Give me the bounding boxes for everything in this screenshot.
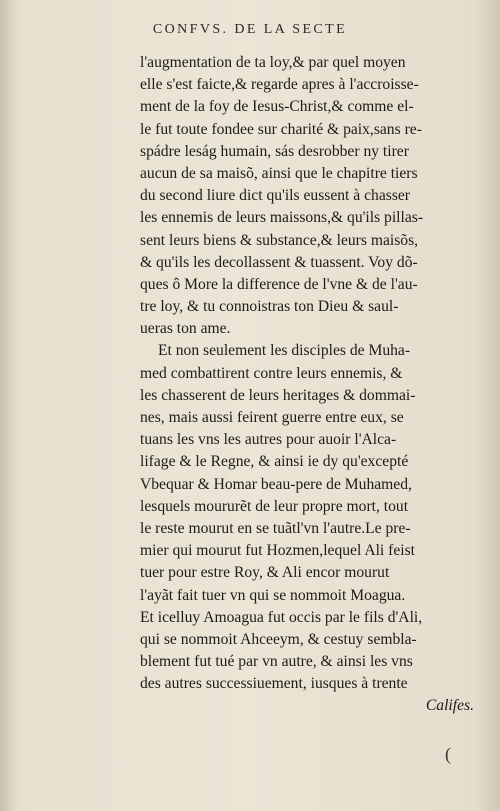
text-line: tuer pour estre Roy, & Ali encor mourut [140,564,390,582]
text-line: le reste mourut en se tuãtl'vn l'autre.Le pre- [140,519,411,537]
text-line: Vbequar & Homar beau-pere de Muhamed, [140,475,412,493]
text-line: les chasserent de leurs heritages & dommai- [140,386,416,404]
text-line: aucun de sa maisõ, ainsi que le chapitre tiers [140,164,418,182]
text-line: lifage & le Regne, & ainsi ie dy qu'excepté [140,453,409,471]
text-line: ueras ton ame. [140,320,231,338]
text-line: Et icelluy Amoagua fut occis par le fils d'Ali, [140,608,423,626]
text-line: du second liure dict qu'ils eussent à chasser [140,187,410,205]
text-line: qui se nommoit Ahceeym, & cestuy sembla- [140,630,417,648]
text-line: mier qui mourut fut Hozmen,lequel Ali feist [140,542,415,560]
text-line: le fut toute fondee sur charité & paix,sans re- [140,120,422,138]
text-line: lesquels moururẽt de leur propre mort, tout [140,497,409,515]
text-line: ment de la foy de Iesus-Christ,& comme el- [140,98,414,116]
catchword: Califes. [425,697,474,715]
text-line: tre loy, & tu connoistras ton Dieu & saul- [140,298,399,316]
text-line: blement fut tué par vn autre, & ainsi les vns [140,653,413,671]
running-head: CONFVS. DE LA SECTE [152,22,348,37]
text-line: spádre leság humain, sás desrobber ny tirer [140,142,409,160]
text-line: tuans les vns les autres pour auoir l'Alca- [140,431,397,449]
text-line: l'augmentation de ta loy,& par quel moyen [140,54,406,71]
text-line: ques ô More la difference de l'vne & de l'au- [140,275,418,293]
paragraph-start-line: Et non seulement les disciples de Muha- [158,342,411,360]
bottom-margin-mark: ( [445,744,451,764]
text-line: les ennemis de leurs maissons,& qu'ils pillas- [140,209,424,227]
text-line: l'ayãt fait tuer vn qui se nommoit Moagua. [140,586,406,604]
text-line: des autres successiuement, iusques à trente [140,675,408,693]
text-line: & qu'ils les decollassent & tuassent. Voy dõ- [140,253,418,271]
text-line: med combattirent contre leurs ennemis, & [140,364,403,382]
text-line: nes, mais aussi feirent guerre entre eux, se [140,409,404,426]
body-text [140,52,484,718]
text-line: sent leurs biens & substance,& leurs maisõs, [140,231,419,249]
text-line: elle s'est faicte,& regarde apres à l'accroisse- [140,76,419,94]
